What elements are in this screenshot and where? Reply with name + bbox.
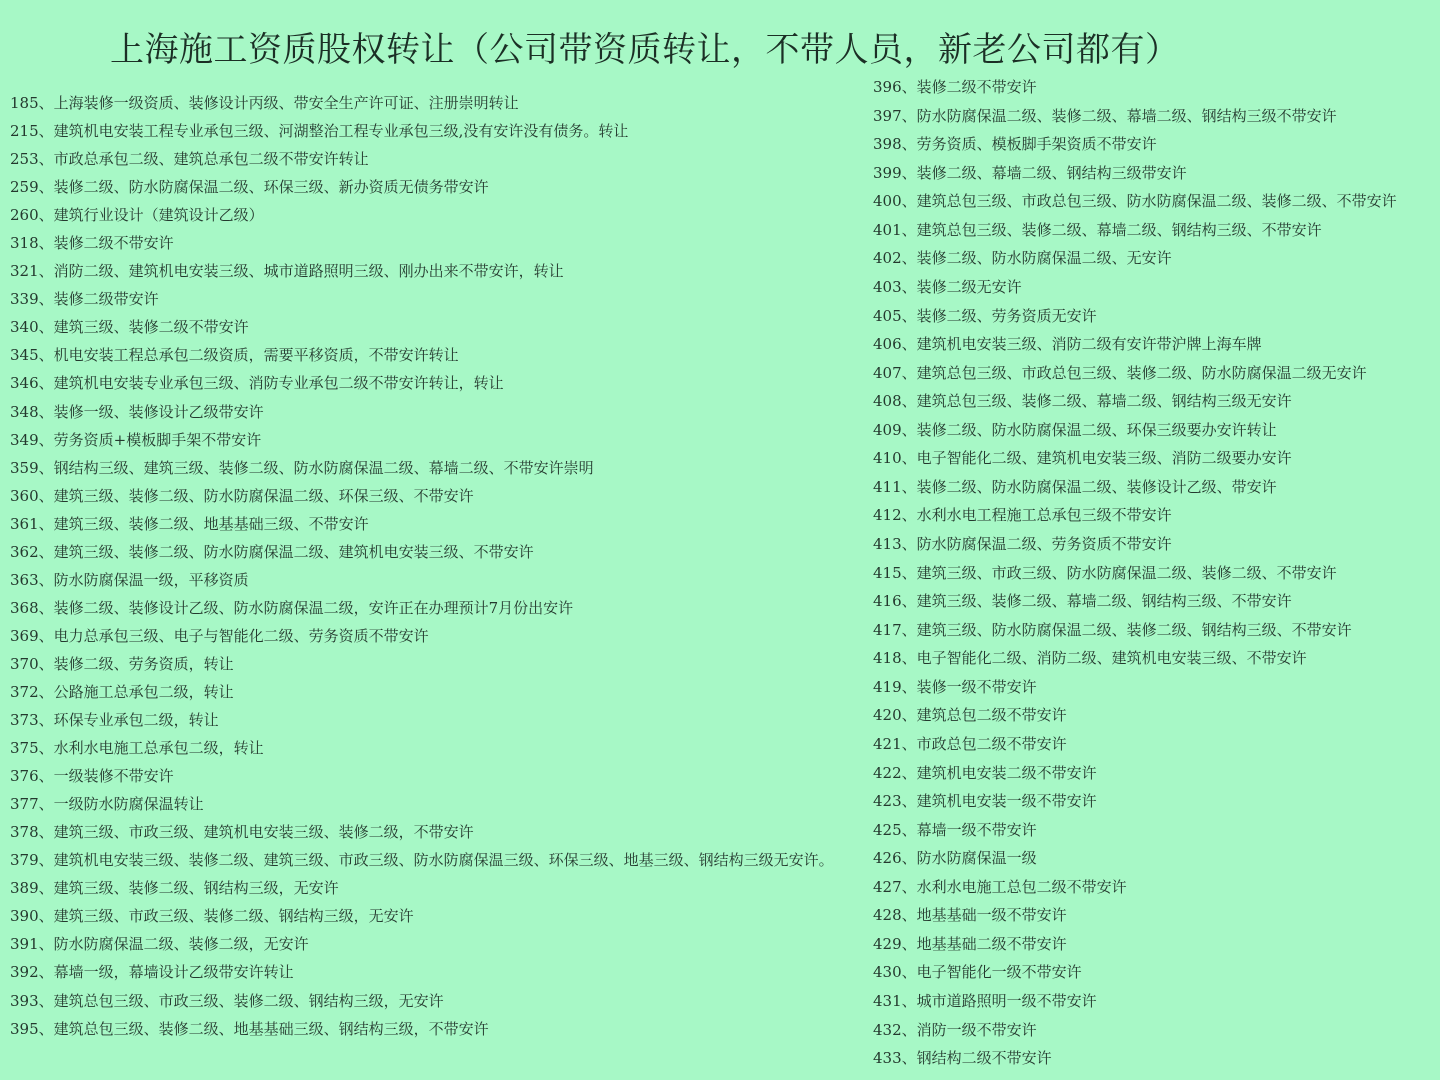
listing-item: 402、装修二级、防水防腐保温二级、无安许 <box>873 249 1172 268</box>
listing-item: 393、建筑总包三级、市政三级、装修二级、钢结构三级，无安许 <box>10 991 444 1010</box>
listing-item: 391、防水防腐保温二级、装修二级，无安许 <box>10 935 309 954</box>
listing-item: 416、建筑三级、装修二级、幕墙二级、钢结构三级、不带安许 <box>873 592 1292 611</box>
listing-item: 253、市政总承包二级、建筑总承包二级不带安许转让 <box>10 150 369 169</box>
listing-item: 413、防水防腐保温二级、劳务资质不带安许 <box>873 535 1172 553</box>
listing-item: 415、建筑三级、市政三级、防水防腐保温二级、装修二级、不带安许 <box>873 563 1337 582</box>
listing-item: 418、电子智能化二级、消防二级、建筑机电安装三级、不带安许 <box>873 649 1307 668</box>
listing-item: 215、建筑机电安装工程专业承包三级、河湖整治工程专业承包三级,没有安许没有债务。转让 <box>10 122 629 141</box>
listing-item: 349、劳务资质+模板脚手架不带安许 <box>10 430 262 449</box>
listing-item: 411、装修二级、防水防腐保温二级、装修设计乙级、带安许 <box>873 477 1277 496</box>
listing-item: 345、机电安装工程总承包二级资质，需要平移资质，不带安许转让 <box>10 346 459 365</box>
listing-item: 408、建筑总包三级、装修二级、幕墙二级、钢结构三级无安许 <box>873 392 1292 411</box>
listing-item: 399、装修二级、幕墙二级、钢结构三级带安许 <box>873 163 1187 182</box>
listing-item: 431、城市道路照明一级不带安许 <box>873 992 1097 1010</box>
listing-item: 376、一级装修不带安许 <box>10 767 174 786</box>
listing-item: 375、水利水电施工总承包二级，转让 <box>10 739 264 758</box>
listing-item: 400、建筑总包三级、市政总包三级、防水防腐保温二级、装修二级、不带安许 <box>873 192 1397 211</box>
listing-item: 425、幕墙一级不带安许 <box>873 820 1037 839</box>
listing-item: 398、劳务资质、模板脚手架资质不带安许 <box>873 135 1157 154</box>
listing-item: 412、水利水电工程施工总承包三级不带安许 <box>873 506 1172 525</box>
listing-item: 377、一级防水防腐保温转让 <box>10 795 204 814</box>
listing-item: 260、建筑行业设计（建筑设计乙级） <box>10 206 264 225</box>
listing-item: 427、水利水电施工总包二级不带安许 <box>873 877 1127 896</box>
listing-column-left <box>10 89 860 1043</box>
listing-item: 433、钢结构二级不带安许 <box>873 1049 1052 1068</box>
listing-item: 390、建筑三级、市政三级、装修二级、钢结构三级，无安许 <box>10 907 414 926</box>
listing-item: 372、公路施工总承包二级，转让 <box>10 682 234 701</box>
listing-item: 395、建筑总包三级、装修二级、地基基础三级、钢结构三级，不带安许 <box>10 1019 489 1038</box>
listing-item: 423、建筑机电安装一级不带安许 <box>873 792 1097 811</box>
listing-item: 379、建筑机电安装三级、装修二级、建筑三级、市政三级、防水防腐保温三级、环保三级、地基三级、钢结构三级无安许。 <box>10 851 834 870</box>
listing-item: 426、防水防腐保温一级 <box>873 849 1037 868</box>
listing-item: 359、钢结构三级、建筑三级、装修二级、防水防腐保温二级、幕墙二级、不带安许崇明 <box>10 458 594 477</box>
listing-item: 373、环保专业承包二级，转让 <box>10 711 219 730</box>
listing-item: 432、消防一级不带安许 <box>873 1020 1037 1039</box>
listing-item: 362、建筑三级、装修二级、防水防腐保温二级、建筑机电安装三级、不带安许 <box>10 542 534 561</box>
listing-item: 259、装修二级、防水防腐保温二级、环保三级、新办资质无债务带安许 <box>10 178 489 197</box>
listing-item: 429、地基基础二级不带安许 <box>873 934 1067 953</box>
listing-item: 339、装修二级带安许 <box>10 290 159 309</box>
listing-item: 361、建筑三级、装修二级、地基基础三级、不带安许 <box>10 514 369 533</box>
listing-item: 419、装修一级不带安许 <box>873 677 1037 696</box>
listing-item: 360、建筑三级、装修二级、防水防腐保温二级、环保三级、不带安许 <box>10 486 474 505</box>
listing-item: 409、装修二级、防水防腐保温二级、环保三级要办安许转让 <box>873 420 1277 439</box>
page-title: 上海施工资质股权转让（公司带资质转让，不带人员，新老公司都有） <box>110 30 1180 70</box>
listing-item: 369、电力总承包三级、电子与智能化二级、劳务资质不带安许 <box>10 626 429 645</box>
listing-item: 401、建筑总包三级、装修二级、幕墙二级、钢结构三级、不带安许 <box>873 220 1322 239</box>
listing-item: 363、防水防腐保温一级，平移资质 <box>10 570 249 589</box>
listing-item: 368、装修二级、装修设计乙级、防水防腐保温二级，安许正在办理预计7月份出安许 <box>10 598 574 617</box>
listing-item: 389、建筑三级、装修二级、钢结构三级，无安许 <box>10 879 339 898</box>
listing-item: 421、市政总包二级不带安许 <box>873 734 1067 753</box>
listing-item: 410、电子智能化二级、建筑机电安装三级、消防二级要办安许 <box>873 449 1292 468</box>
listing-item: 318、装修二级不带安许 <box>10 234 174 253</box>
listing-column-right <box>873 73 1433 1073</box>
listing-item: 370、装修二级、劳务资质，转让 <box>10 654 234 673</box>
listing-item: 422、建筑机电安装二级不带安许 <box>873 763 1097 782</box>
listing-item: 406、建筑机电安装三级、消防二级有安许带沪牌上海车牌 <box>873 335 1262 354</box>
listing-item: 321、消防二级、建筑机电安装三级、城市道路照明三级、刚办出来不带安许，转让 <box>10 262 564 281</box>
listing-item: 378、建筑三级、市政三级、建筑机电安装三级、装修二级，不带安许 <box>10 823 474 842</box>
listing-item: 340、建筑三级、装修二级不带安许 <box>10 318 249 337</box>
listing-item: 348、装修一级、装修设计乙级带安许 <box>10 402 264 421</box>
listing-item: 417、建筑三级、防水防腐保温二级、装修二级、钢结构三级、不带安许 <box>873 620 1352 639</box>
listing-item: 396、装修二级不带安许 <box>873 78 1037 96</box>
listing-item: 430、电子智能化一级不带安许 <box>873 963 1082 982</box>
listing-item: 403、装修二级无安许 <box>873 277 1022 296</box>
listing-item: 420、建筑总包二级不带安许 <box>873 706 1067 725</box>
listing-item: 397、防水防腐保温二级、装修二级、幕墙二级、钢结构三级不带安许 <box>873 106 1337 125</box>
listing-item: 407、建筑总包三级、市政总包三级、装修二级、防水防腐保温二级无安许 <box>873 363 1367 382</box>
listing-item: 428、地基基础一级不带安许 <box>873 906 1067 925</box>
listing-item: 346、建筑机电安装专业承包三级、消防专业承包二级不带安许转让，转让 <box>10 374 504 393</box>
listing-item: 392、幕墙一级，幕墙设计乙级带安许转让 <box>10 963 294 982</box>
listing-item: 185、上海装修一级资质、装修设计丙级、带安全生产许可证、注册崇明转让 <box>10 94 519 112</box>
listing-item: 405、装修二级、劳务资质无安许 <box>873 306 1097 325</box>
